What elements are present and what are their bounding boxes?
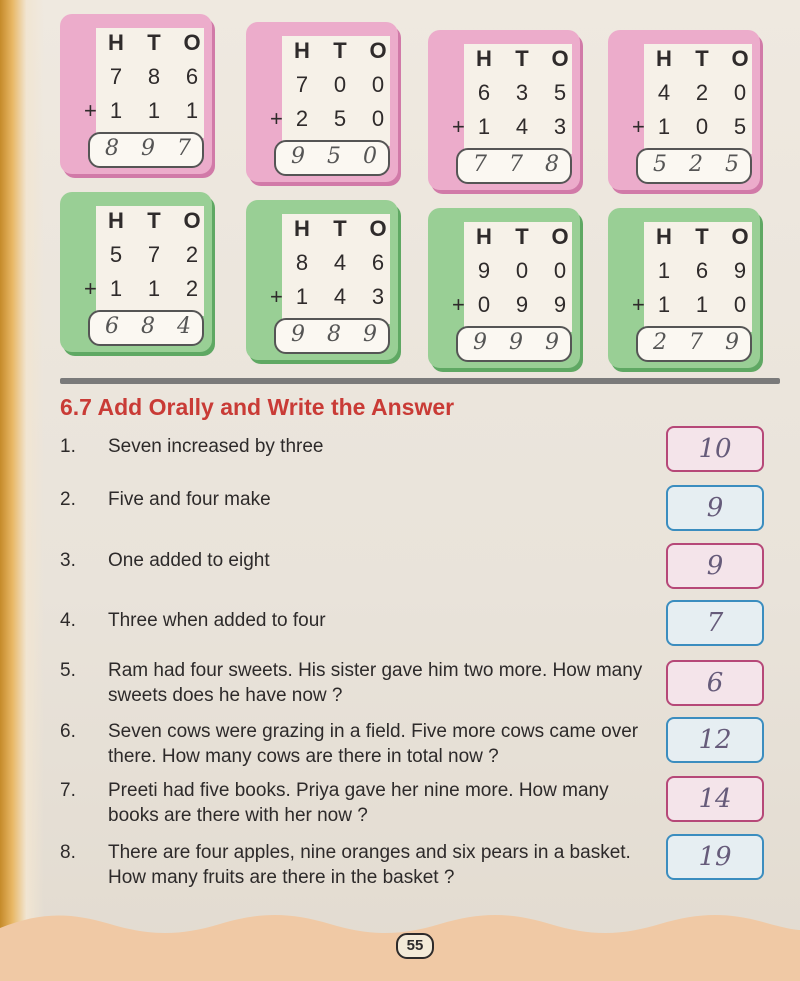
question-text: Seven cows were grazing in a field. Five more cows came over there. How many cows are there in total now ? [108, 721, 639, 767]
addition-card [60, 14, 212, 174]
section-divider [60, 378, 780, 384]
hto-header: H T O [294, 216, 387, 241]
first-number: 8 4 6 [295, 250, 385, 275]
question-number: 5. [60, 660, 76, 681]
hto-header: H T O [476, 224, 569, 249]
question-number: 6. [60, 721, 76, 742]
addition-card [608, 30, 760, 190]
answer-box[interactable]: 12 [666, 717, 764, 763]
second-number: 0 9 9 [477, 292, 567, 317]
addition-card [246, 200, 398, 360]
addition-card [60, 192, 212, 352]
question-text: Ram had four sweets. His sister gave him two more. How many sweets does he have now ? [108, 660, 643, 706]
addition-card [428, 30, 580, 190]
addition-card [428, 208, 580, 368]
plus-sign: + [84, 276, 97, 301]
answer-box[interactable]: 5 2 5 [636, 148, 752, 184]
plus-sign: + [84, 98, 97, 123]
addition-card [608, 208, 760, 368]
plus-sign: + [632, 114, 645, 139]
answer-box[interactable]: 14 [666, 776, 764, 822]
question-text: Three when added to four [108, 610, 326, 631]
answer-box[interactable]: 9 5 0 [274, 140, 390, 176]
second-number: 1 1 2 [109, 276, 199, 301]
hto-header: H T O [476, 46, 569, 71]
first-number: 5 7 2 [109, 242, 199, 267]
question-number: 2. [60, 489, 76, 510]
plus-sign: + [452, 114, 465, 139]
second-number: 1 0 5 [657, 114, 747, 139]
question-text: One added to eight [108, 550, 270, 571]
question-number: 4. [60, 610, 76, 631]
plus-sign: + [452, 292, 465, 317]
hto-header: H T O [108, 208, 201, 233]
answer-box[interactable]: 9 [666, 543, 764, 589]
plus-sign: + [270, 106, 283, 131]
question-number: 1. [60, 436, 76, 457]
answer-box[interactable]: 9 [666, 485, 764, 531]
addition-card [246, 22, 398, 182]
answer-box[interactable]: 2 7 9 [636, 326, 752, 362]
answer-box[interactable]: 7 7 8 [456, 148, 572, 184]
first-number: 4 2 0 [657, 80, 747, 105]
plus-sign: + [632, 292, 645, 317]
plus-sign: + [270, 284, 283, 309]
second-number: 2 5 0 [295, 106, 385, 131]
hto-header: H T O [294, 38, 387, 63]
first-number: 9 0 0 [477, 258, 567, 283]
second-number: 1 4 3 [477, 114, 567, 139]
answer-box[interactable]: 7 [666, 600, 764, 646]
question-text: Preeti had five books. Priya gave her nine more. How many books are there with her now ? [108, 780, 609, 826]
second-number: 1 1 1 [109, 98, 199, 123]
first-number: 6 3 5 [477, 80, 567, 105]
question-text: There are four apples, nine oranges and six pears in a basket. How many fruits are there in the basket ? [108, 842, 631, 888]
section-title: 6.7 Add Orally and Write the Answer [60, 394, 455, 420]
first-number: 7 0 0 [295, 72, 385, 97]
question-number: 8. [60, 842, 76, 863]
question-text: Five and four make [108, 489, 271, 510]
first-number: 7 8 6 [109, 64, 199, 89]
second-number: 1 1 0 [657, 292, 747, 317]
hto-header: H T O [656, 224, 749, 249]
first-number: 1 6 9 [657, 258, 747, 283]
answer-box[interactable]: 9 8 9 [274, 318, 390, 354]
page-number: 55 [396, 933, 434, 959]
hto-header: H T O [108, 30, 201, 55]
question-number: 3. [60, 550, 76, 571]
book-binding [0, 0, 44, 981]
answer-box[interactable]: 6 8 4 [88, 310, 204, 346]
answer-box[interactable]: 8 9 7 [88, 132, 204, 168]
question-number: 7. [60, 780, 76, 801]
second-number: 1 4 3 [295, 284, 385, 309]
answer-box[interactable]: 6 [666, 660, 764, 706]
addition-row-1 [60, 14, 780, 184]
answer-box[interactable]: 9 9 9 [456, 326, 572, 362]
answer-box[interactable]: 19 [666, 834, 764, 880]
answer-box[interactable]: 10 [666, 426, 764, 472]
question-text: Seven increased by three [108, 436, 324, 457]
hto-header: H T O [656, 46, 749, 71]
addition-row-2 [60, 192, 780, 362]
